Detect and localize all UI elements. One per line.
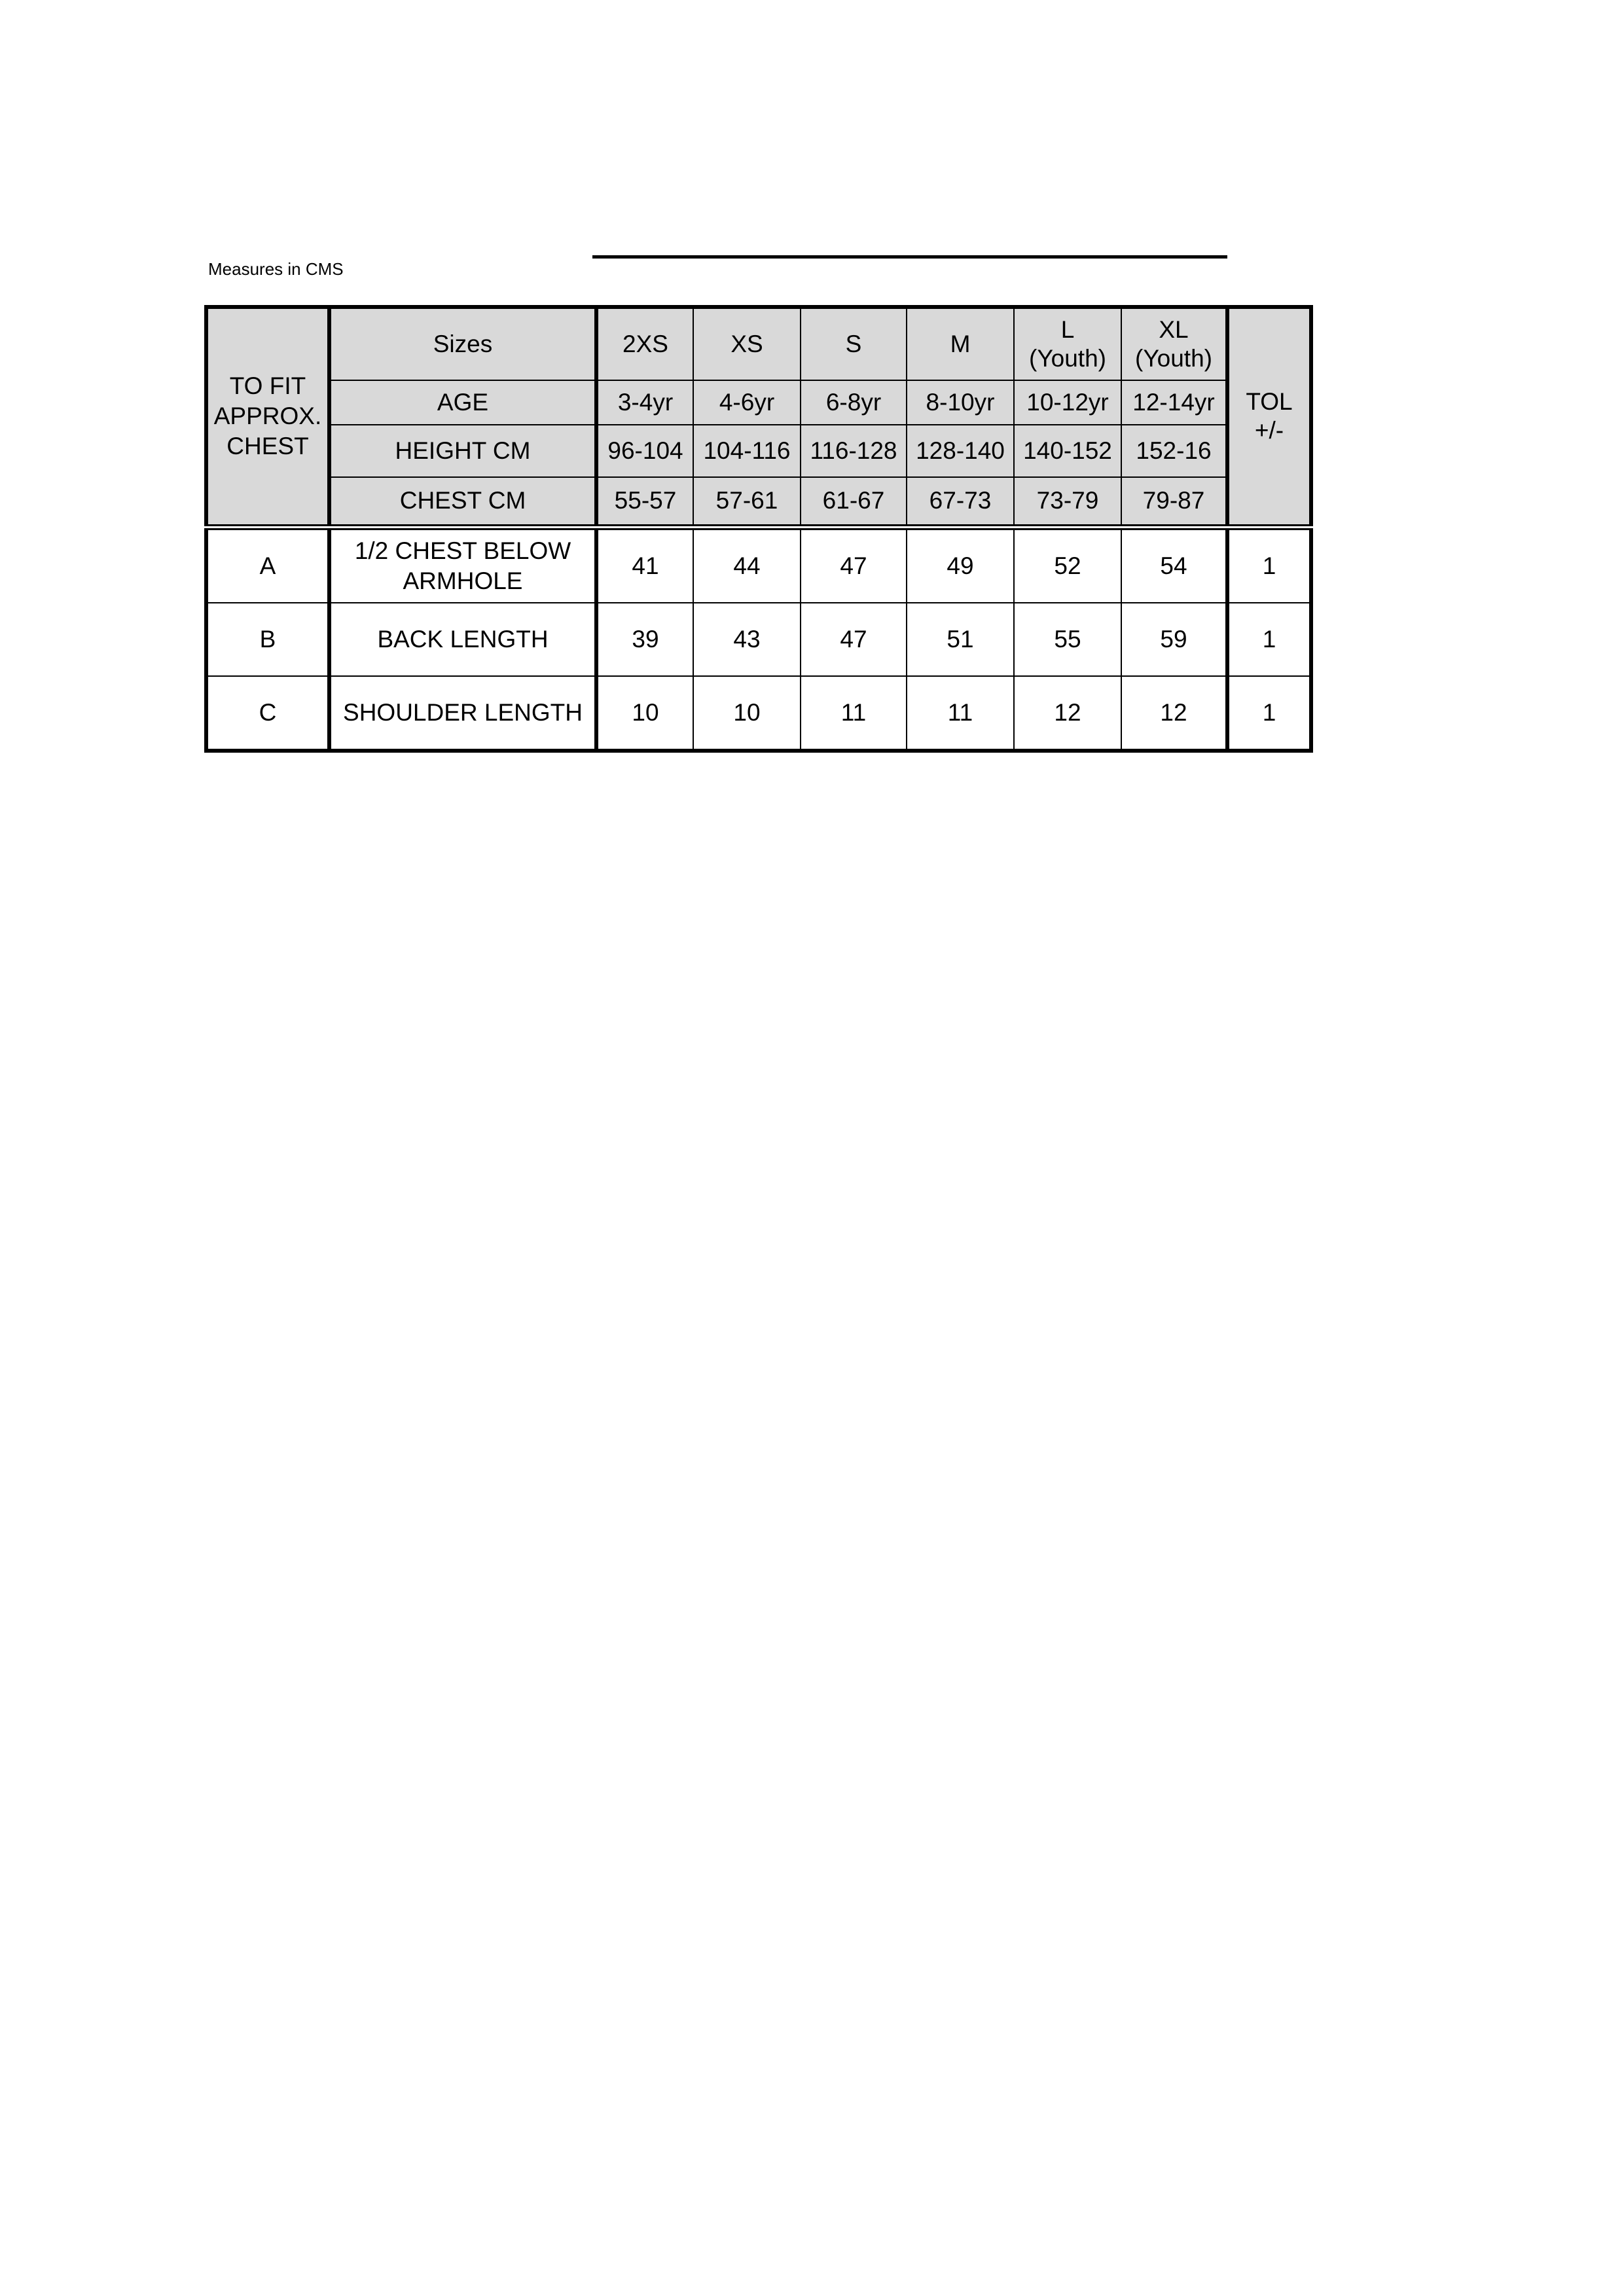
- size-header: M: [907, 307, 1014, 380]
- measurement-value: 39: [596, 603, 693, 676]
- measurement-value: 52: [1014, 527, 1121, 603]
- height-value: 140-152: [1014, 425, 1121, 477]
- measurement-value: 47: [801, 527, 907, 603]
- size-header: [1014, 307, 1121, 380]
- size-header-text: L (Youth): [1029, 316, 1106, 372]
- height-value: 104-116: [693, 425, 801, 477]
- chest-label: CHEST CM: [329, 477, 596, 527]
- chest-value: 67-73: [907, 477, 1014, 527]
- age-label: AGE: [329, 380, 596, 425]
- to-fit-cell: [206, 307, 329, 527]
- measures-note: Measures in CMS: [208, 259, 344, 279]
- age-value: 6-8yr: [801, 380, 907, 425]
- measurement-value: 59: [1121, 603, 1227, 676]
- chest-value: 57-61: [693, 477, 801, 527]
- age-value: 3-4yr: [596, 380, 693, 425]
- measurement-tol: 1: [1227, 527, 1311, 603]
- measurement-code: C: [206, 676, 329, 751]
- size-header: 2XS: [596, 307, 693, 380]
- chest-value: 73-79: [1014, 477, 1121, 527]
- size-header-text: XL (Youth): [1135, 316, 1212, 372]
- sizes-row: [206, 307, 1311, 380]
- chest-value: 79-87: [1121, 477, 1227, 527]
- measurement-code: A: [206, 527, 329, 603]
- measurement-value: 43: [693, 603, 801, 676]
- top-rule-line: [592, 255, 1227, 259]
- age-value: 10-12yr: [1014, 380, 1121, 425]
- height-value: 96-104: [596, 425, 693, 477]
- measurement-name: SHOULDER LENGTH: [329, 676, 596, 751]
- size-header: S: [801, 307, 907, 380]
- chest-value: 61-67: [801, 477, 907, 527]
- measurement-value: 11: [907, 676, 1014, 751]
- measurement-value: 12: [1014, 676, 1121, 751]
- chest-value: 55-57: [596, 477, 693, 527]
- measurement-value: 44: [693, 527, 801, 603]
- size-header: XS: [693, 307, 801, 380]
- measurement-value: 12: [1121, 676, 1227, 751]
- tol-cell: [1227, 307, 1311, 527]
- measurement-tol: 1: [1227, 603, 1311, 676]
- measurement-value: 10: [693, 676, 801, 751]
- to-fit-label: TO FIT APPROX. CHEST: [213, 372, 322, 460]
- measurement-value: 41: [596, 527, 693, 603]
- age-row: [206, 380, 1311, 425]
- measurement-value: 47: [801, 603, 907, 676]
- age-value: 4-6yr: [693, 380, 801, 425]
- measurement-row: [206, 603, 1311, 676]
- height-row: [206, 425, 1311, 477]
- size-header: [1121, 307, 1227, 380]
- measurement-tol: 1: [1227, 676, 1311, 751]
- measurement-value: 55: [1014, 603, 1121, 676]
- measurement-name: BACK LENGTH: [329, 603, 596, 676]
- measurement-row: [206, 527, 1311, 603]
- measurement-value: 54: [1121, 527, 1227, 603]
- size-chart-table: [204, 305, 1313, 753]
- measurement-code: B: [206, 603, 329, 676]
- height-value: 128-140: [907, 425, 1014, 477]
- measurement-value: 49: [907, 527, 1014, 603]
- height-value: 152-16: [1121, 425, 1227, 477]
- age-value: 12-14yr: [1121, 380, 1227, 425]
- measurement-value: 10: [596, 676, 693, 751]
- sizes-label: Sizes: [329, 307, 596, 380]
- height-value: 116-128: [801, 425, 907, 477]
- measurement-name: [329, 527, 596, 603]
- height-label: HEIGHT CM: [329, 425, 596, 477]
- age-value: 8-10yr: [907, 380, 1014, 425]
- measurement-value: 11: [801, 676, 907, 751]
- measurement-row: [206, 676, 1311, 751]
- measurement-value: 51: [907, 603, 1014, 676]
- tol-label: TOL +/-: [1246, 388, 1293, 444]
- chest-row: [206, 477, 1311, 527]
- measurement-name-text: 1/2 CHEST BELOW ARMHOLE: [354, 537, 571, 594]
